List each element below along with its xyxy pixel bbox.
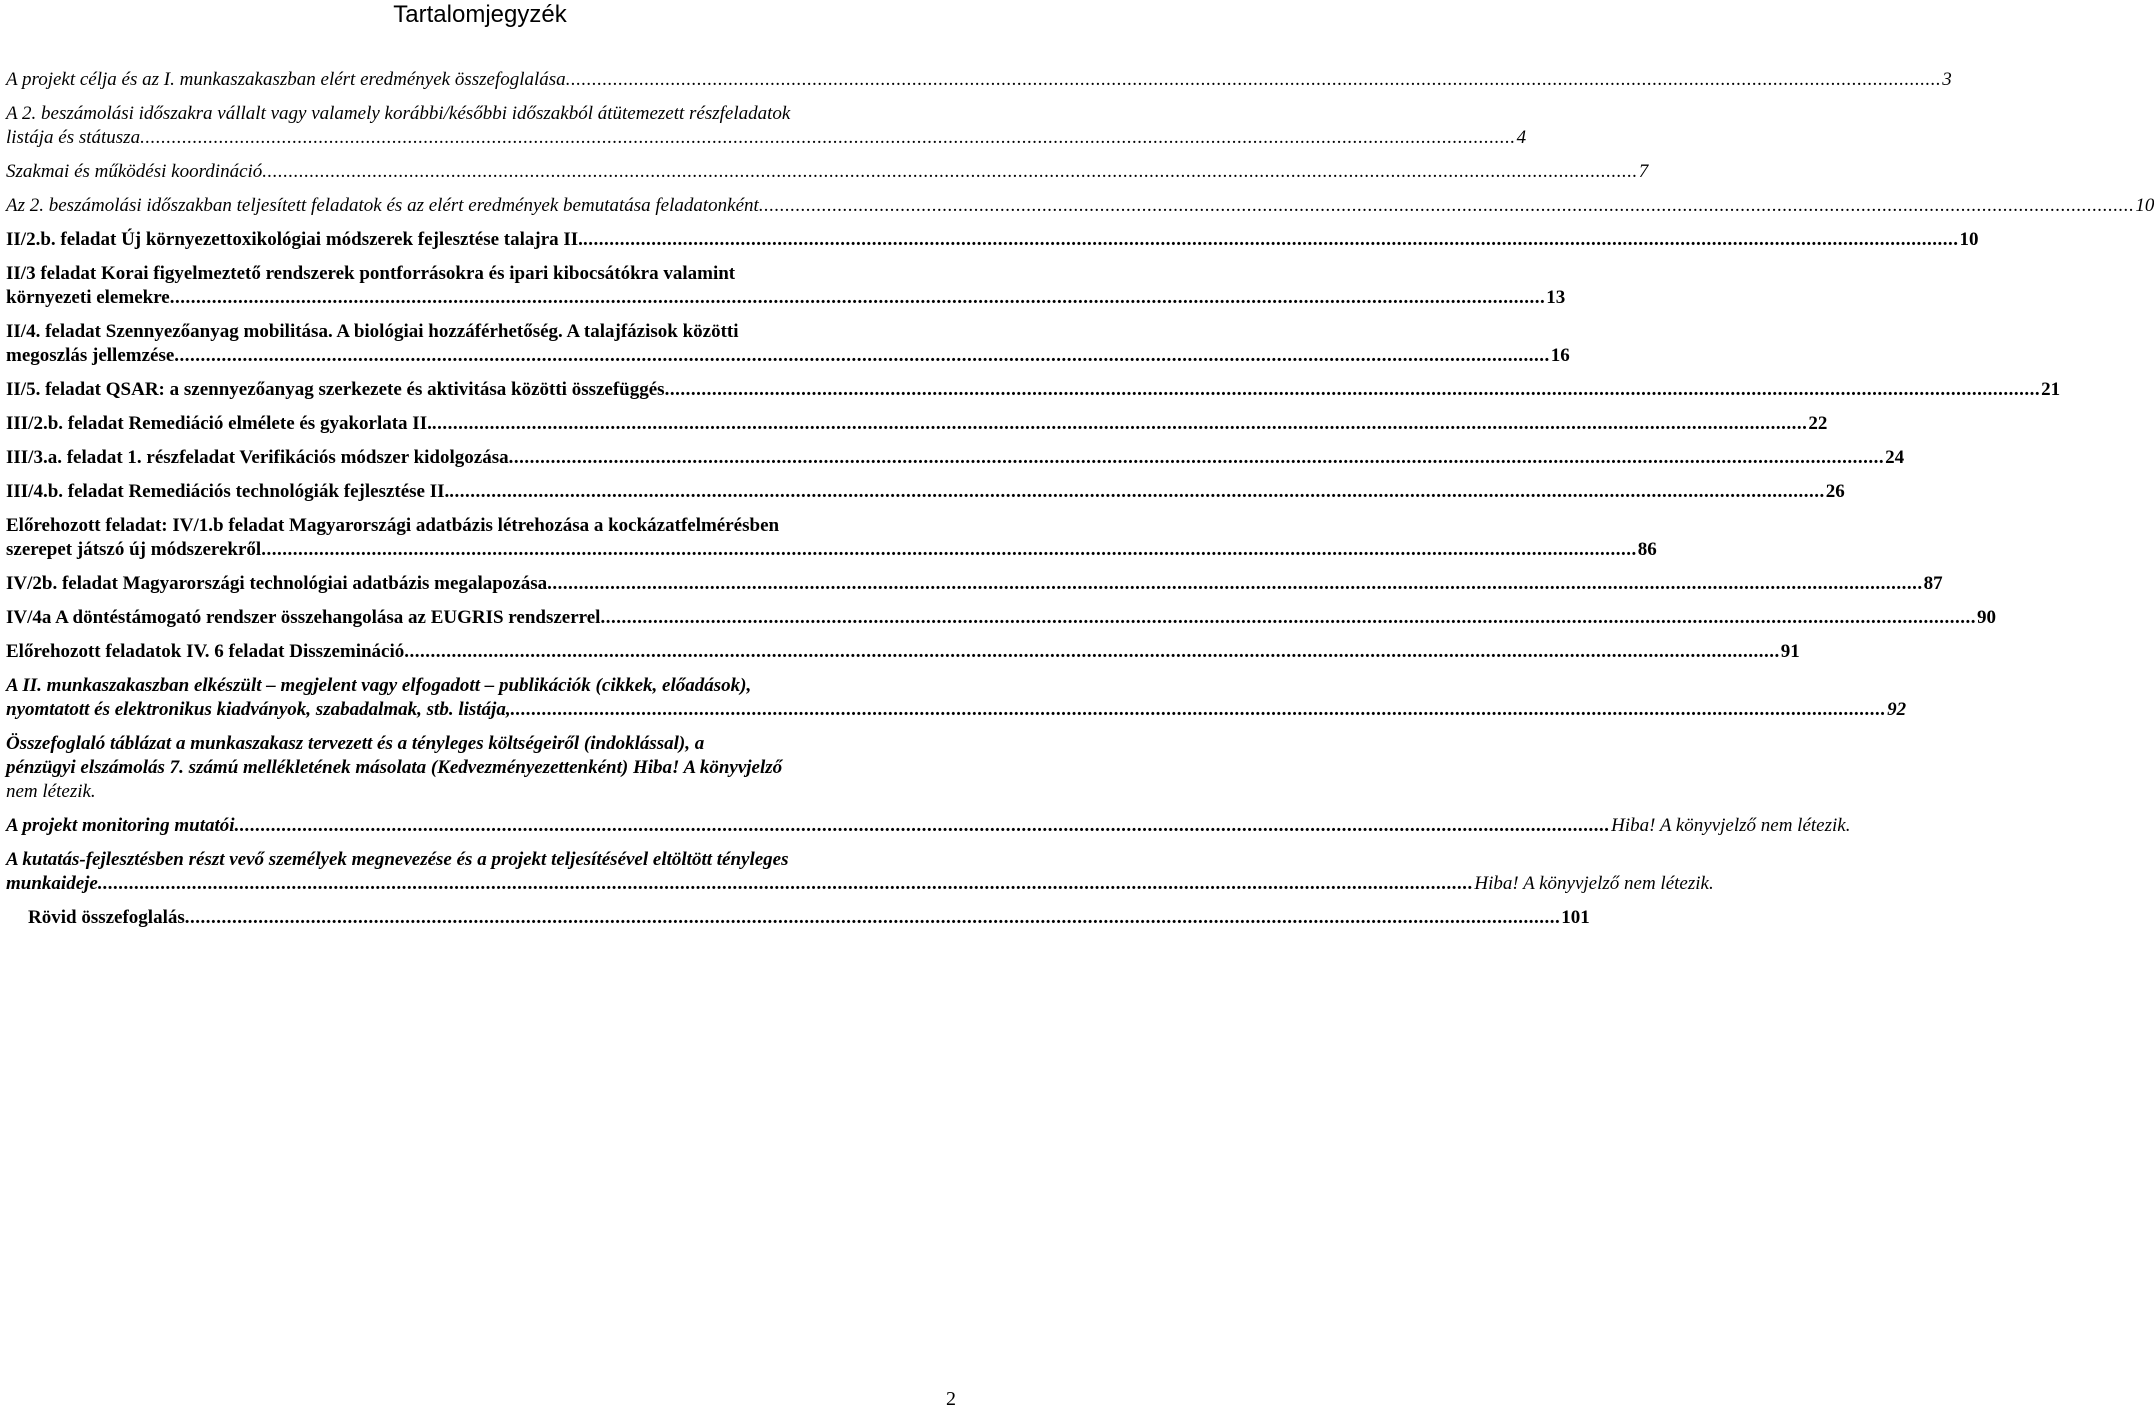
toc-entry[interactable] [6, 262, 1566, 310]
toc-page-number: 26 [1825, 481, 1845, 502]
toc-entry[interactable] [6, 674, 1907, 722]
toc-entry-line: A II. munkaszakaszban elkészült – megjelent vagy elfogadott – publikációk (cikkek, előadások), [6, 675, 752, 696]
leader-dots [759, 194, 2135, 218]
leader-dots [432, 412, 1808, 436]
toc-page-number: 21 [2041, 379, 2061, 400]
toc-entry-title: nem létezik. [6, 781, 96, 802]
toc-entry-title: A projekt célja és az I. munkaszakaszban elért eredmények összefoglalása [6, 69, 566, 90]
toc-entry-title: III/3.a. feladat 1. részfeladat Verifikációs módszer kidolgozása [6, 447, 509, 468]
toc-entry-line: Előrehozott feladat: IV/1.b feladat Magyarországi adatbázis létrehozása a kockázatfelmérésben [6, 515, 780, 536]
toc-page-number: 4 [1516, 127, 1527, 148]
toc-entry[interactable] [6, 378, 2061, 402]
toc-entry[interactable] [6, 320, 1570, 368]
toc-entry[interactable] [6, 412, 1828, 436]
toc-entry-title: szerepet játszó új módszerekről [6, 539, 262, 560]
page-number: 2 [946, 1388, 956, 1410]
toc-entry[interactable] [6, 228, 1979, 252]
toc-entry-line: II/3 feladat Korai figyelmeztető rendszerek pontforrásokra és ipari kibocsátókra valamint [6, 263, 736, 284]
toc-entry[interactable] [6, 514, 1657, 562]
toc-entry[interactable] [6, 640, 1800, 664]
toc-page-number: 92 [1887, 699, 1907, 720]
leader-dots [170, 286, 1546, 310]
leader-dots [98, 872, 1474, 896]
toc-entry[interactable] [6, 480, 1845, 504]
toc-entry-title: Az 2. beszámolási időszakban teljesített feladatok és az elért eredmények bemutatása feladatonként [6, 195, 759, 216]
toc-page-number: 87 [1923, 573, 1943, 594]
toc-page-number: 24 [1885, 447, 1905, 468]
leader-dots [235, 814, 1611, 838]
toc-entry[interactable] [6, 194, 2154, 218]
toc-entry-title: nyomtatott és elektronikus kiadványok, szabadalmak, stb. listája, [6, 699, 511, 720]
toc-entry[interactable] [6, 848, 1714, 896]
leader-dots [185, 906, 1561, 930]
toc-entry-line: A kutatás-fejlesztésben részt vevő személyek megnevezése és a projekt teljesítésével eltöltött tényleges [6, 849, 789, 870]
toc-entry-title: II/2.b. feladat Új környezettoxikológiai módszerek fejlesztése talajra II. [6, 229, 583, 250]
toc-page-number: 101 [1561, 907, 1590, 928]
toc-entry-title: listája és státusza [6, 127, 141, 148]
toc-entry-title: IV/2b. feladat Magyarországi technológiai adatbázis megalapozása [6, 573, 548, 594]
toc-entry-title: II/5. feladat QSAR: a szennyezőanyag szerkezete és aktivitása közötti összefüggés [6, 379, 665, 400]
toc-entry-title: A projekt monitoring mutatói [6, 815, 235, 836]
leader-dots [509, 446, 1885, 470]
toc-page-number: 16 [1550, 345, 1570, 366]
toc-entry-title: IV/4a A döntéstámogató rendszer összehangolása az EUGRIS rendszerrel [6, 607, 601, 628]
toc-entry-title: III/2.b. feladat Remediáció elmélete és gyakorlata II. [6, 413, 432, 434]
toc-entry[interactable] [6, 572, 1943, 596]
toc-entry-line: II/4. feladat Szennyezőanyag mobilitása. A biológiai hozzáférhetőség. A talajfázisok közötti [6, 321, 739, 342]
toc-entry[interactable] [6, 446, 1905, 470]
toc-entry-title: Rövid összefoglalás [28, 907, 185, 928]
leader-dots [566, 68, 1942, 92]
leader-dots [261, 538, 1637, 562]
leader-dots [665, 378, 2041, 402]
toc-page-number: 10 [1959, 229, 1979, 250]
table-of-contents [6, 68, 2154, 930]
toc-entry-line: Összefoglaló táblázat a munkaszakasz tervezett és a tényleges költségeiről (indoklással), a [6, 733, 705, 754]
leader-dots [511, 698, 1887, 722]
leader-dots [174, 344, 1550, 368]
page-title: Tartalomjegyzék [393, 1, 567, 28]
toc-entry-title: Előrehozott feladatok IV. 6 feladat Disszemináció [6, 641, 405, 662]
toc-entry-title: megoszlás jellemzése [6, 345, 175, 366]
toc-page-number: 90 [1976, 607, 1996, 628]
leader-dots [262, 160, 1638, 184]
toc-entry-title: III/4.b. feladat Remediációs technológiák fejlesztése II. [6, 481, 450, 502]
toc-entry[interactable] [6, 732, 958, 804]
toc-page-number: 3 [1942, 69, 1952, 90]
leader-dots [404, 640, 1780, 664]
toc-page-number: Hiba! A könyvjelző nem létezik. [1611, 815, 1851, 836]
toc-entry[interactable] [6, 814, 1851, 838]
toc-page-number: 10 [2135, 195, 2154, 216]
toc-page-number: 7 [1638, 161, 1649, 182]
toc-page-number: 91 [1780, 641, 1800, 662]
toc-entry[interactable] [6, 68, 1952, 92]
toc-entry-line: A 2. beszámolási időszakra vállalt vagy valamely korábbi/későbbi időszakból átütemezett részfeladatok [6, 103, 791, 124]
toc-entry-title: Szakmai és működési koordináció [6, 161, 263, 182]
toc-entry-title: környezeti elemekre [6, 287, 170, 308]
toc-entry[interactable] [6, 606, 1996, 630]
toc-page-number: 22 [1808, 413, 1828, 434]
toc-entry-title: munkaideje [6, 873, 98, 894]
toc-page-number: 13 [1546, 287, 1566, 308]
toc-entry[interactable] [6, 102, 1527, 150]
leader-dots [583, 228, 1959, 252]
leader-dots [140, 126, 1516, 150]
toc-entry[interactable] [6, 160, 1649, 184]
toc-page-number: 86 [1637, 539, 1657, 560]
leader-dots [600, 606, 1976, 630]
toc-entry-line: pénzügyi elszámolás 7. számú mellékletének másolata (Kedvezményezettenként) Hiba! A könyvjelző [6, 757, 783, 778]
toc-entry[interactable] [28, 906, 1590, 930]
leader-dots [449, 480, 1825, 504]
leader-dots [547, 572, 1923, 596]
toc-page-number: Hiba! A könyvjelző nem létezik. [1474, 873, 1714, 894]
